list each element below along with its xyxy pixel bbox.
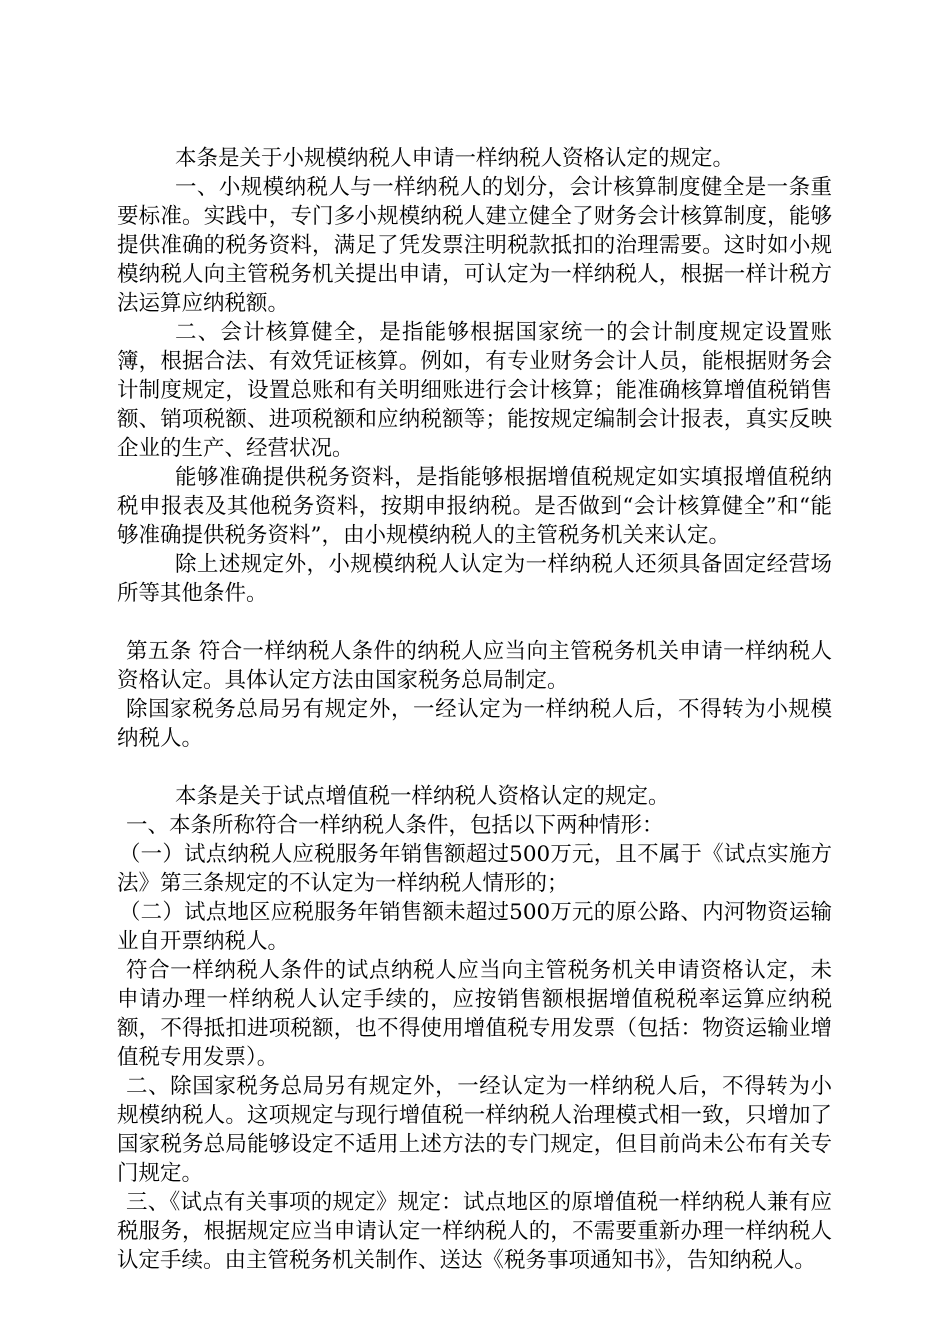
section2-paragraph-2: （一）试点纳税人应税服务年销售额超过500万元，且不属于《试点实施方法》第三条规定的不认定为一样纳税人情形的； [117,842,832,896]
section1-paragraph-3: 能够准确提供税务资料，是指能够根据增值税规定如实填报增值税纳税申报表及其他税务资料，按期申报纳税。是否做到“会计核算健全”和“能够准确提供税务资料”，由小规模纳税人的主管税务机关来认定。 [117,465,832,548]
section2-paragraph-5: 二、除国家税务总局另有规定外，一经认定为一样纳税人后，不得转为小规模纳税人。这项规定与现行增值税一样纳税人治理模式相一致，只增加了国家税务总局能够设定不适用上述方法的专门规定，但目前尚未公布有关专门规定。 [117,1074,832,1186]
section1-paragraph-4: 除上述规定外，小规模纳税人认定为一样纳税人还须具备固定经营场所等其他条件。 [117,552,832,606]
section2-paragraph-4: 符合一样纳税人条件的试点纳税人应当向主管税务机关申请资格认定，未申请办理一样纳税人认定手续的，应按销售额根据增值税税率运算应纳税额，不得抵扣进项税额，也不得使用增值税专用发票（包括：物资运输业增值税专用发票）。 [117,958,832,1070]
section1-intro: 本条是关于小规模纳税人申请一样纳税人资格认定的规定。 [175,146,735,171]
document-body [117,144,832,1275]
article5-paragraph-2: 除国家税务总局另有规定外，一经认定为一样纳税人后，不得转为小规模纳税人。 [117,697,832,751]
paragraph-spacer [117,753,832,782]
section1-paragraph-1: 一、小规模纳税人与一样纳税人的划分，会计核算制度健全是一条重要标准。实践中，专门多小规模纳税人建立健全了财务会计核算制度，能够提供准确的税务资料，满足了凭发票注明税款抵扣的治理需要。这时如小规模纳税人向主管税务机关提出申请，可认定为一样纳税人，根据一样计税方法运算应纳税额。 [117,175,832,316]
section2-paragraph-3: （二）试点地区应税服务年销售额未超过500万元的原公路、内河物资运输业自开票纳税人。 [117,900,832,954]
article5-paragraph-1: 第五条 符合一样纳税人条件的纳税人应当向主管税务机关申请一样纳税人资格认定。具体认定方法由国家税务总局制定。 [117,639,832,693]
section2-paragraph-1: 一、本条所称符合一样纳税人条件，包括以下两种情形： [126,813,664,838]
section2-paragraph-6: 三、《试点有关事项的规定》规定：试点地区的原增值税一样纳税人兼有应税服务，根据规定应当申请认定一样纳税人的，不需要重新办理一样纳税人认定手续。由主管税务机关制作、送达《税务事项通知书》，告知纳税人。 [117,1190,832,1273]
section2-intro: 本条是关于试点增值税一样纳税人资格认定的规定。 [175,784,670,809]
section1-paragraph-2: 二、会计核算健全，是指能够根据国家统一的会计制度规定设置账簿，根据合法、有效凭证核算。例如，有专业财务会计人员，能根据财务会计制度规定，设置总账和有关明细账进行会计核算；能准确核算增值税销售额、销项税额、进项税额和应纳税额等；能按规定编制会计报表，真实反映企业的生产、经营状况。 [117,320,832,461]
paragraph-spacer [117,608,832,637]
